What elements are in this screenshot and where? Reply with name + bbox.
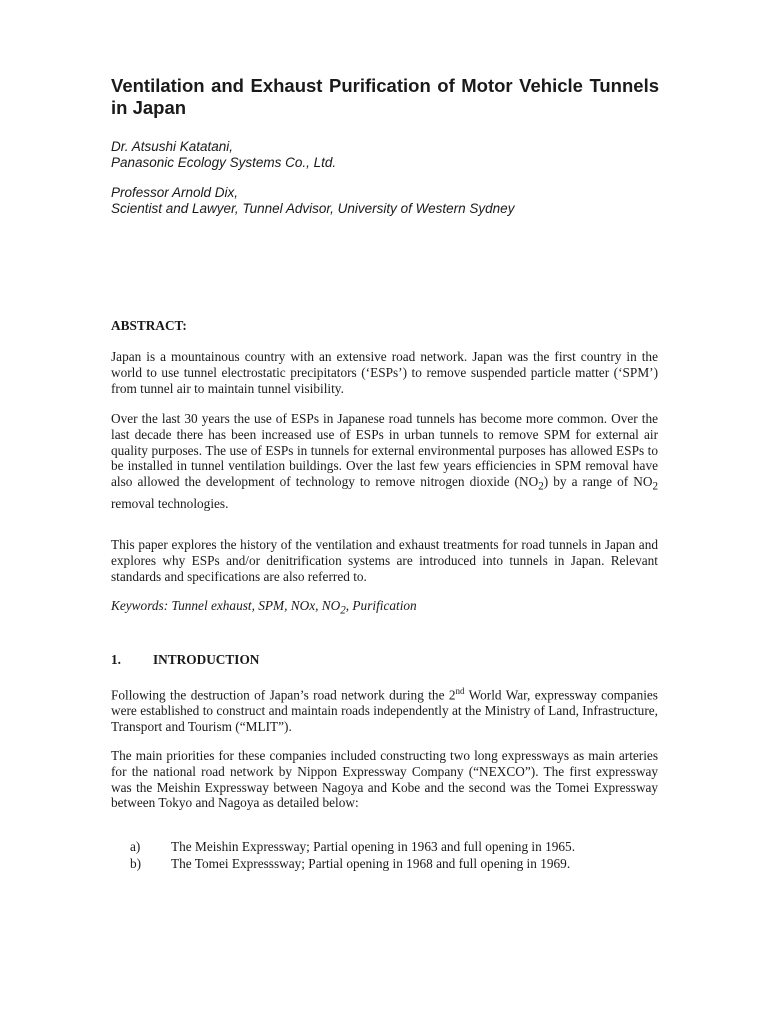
section-title: INTRODUCTION [153, 652, 260, 667]
list-marker: b) [130, 856, 142, 871]
subscript: 2 [340, 604, 346, 617]
subscript: 2 [538, 480, 544, 493]
list-item-text: The Tomei Expresssway; Partial opening in 1968 and full opening in 1969. [171, 856, 571, 871]
abstract-paragraph-2 [111, 411, 658, 511]
expressway-list [130, 838, 658, 872]
paper-title: Ventilation and Exhaust Purification of Motor Vehicle Tunnels in Japan [111, 75, 659, 118]
author-affiliation: Scientist and Lawyer, Tunnel Advisor, University of Western Sydney [111, 201, 515, 216]
list-item [130, 855, 658, 872]
abstract-heading: ABSTRACT: [111, 318, 187, 333]
text-run: Following the destruction of Japan’s road network during the 2 [111, 687, 456, 703]
list-item-text: The Meishin Expressway; Partial opening in 1963 and full opening in 1965. [171, 839, 576, 854]
list-marker: a) [130, 839, 141, 854]
author-name: Dr. Atsushi Katatani, [111, 139, 234, 154]
abstract-paragraph-3: This paper explores the history of the ventilation and exhaust treatments for road tunnels in Japan and explores why ESPs and/or denitrification systems are introduced into tunnels in Japan. Relevant standards and specifications are also referred to. [111, 537, 658, 584]
text-run: Keywords: Tunnel exhaust, SPM, NOx, NO [111, 598, 341, 613]
introduction-paragraph-1 [111, 684, 658, 735]
text-run: ) by a range of NO [543, 474, 653, 490]
section-number: 1. [111, 652, 121, 667]
author-name: Professor Arnold Dix, [111, 185, 239, 200]
abstract-paragraph-1: Japan is a mountainous country with an extensive road network. Japan was the first country in the world to use tunnel electrostatic precipitators (‘ESPs’) to remove suspended particle matter (‘SPM’) from tunnel air to maintain tunnel visibility. [111, 349, 658, 396]
list-item [130, 838, 658, 855]
author-affiliation: Panasonic Ecology Systems Co., Ltd. [111, 155, 337, 170]
section-heading-introduction [111, 652, 259, 668]
text-run: World War, expressway companies were established to construct and maintain roads independently at the Ministry of Land, Infrastructure, Transport and Tourism (“MLIT”). [111, 687, 658, 735]
author-block-2 [111, 185, 671, 217]
introduction-paragraph-2: The main priorities for these companies included constructing two long expressways as main arteries for the national road network by Nippon Expressway Company (“NEXCO”). The first expressway was the Meishin Expressway between Nagoya and Kobe and the second was the Tomei Expressway between Tokyo and Nagoya as detailed below: [111, 748, 658, 811]
text-run: , Purification [345, 598, 417, 613]
superscript: nd [455, 686, 465, 696]
author-block-1 [111, 139, 671, 171]
text-run: Over the last 30 years the use of ESPs in Japanese road tunnels has become more common. Over the last decade there has been increased use of ESPs in urban tunnels to remove SPM for external air quality purposes. The use of ESPs in tunnels for external environmental purposes has allowed ESPs to be installed in tunnel ventilation buildings. Over the last few years efficiencies in SPM removal have also allowed the development of technology to remove nitrogen dioxide (NO [111, 411, 658, 490]
subscript: 2 [652, 480, 658, 493]
text-run: removal technologies. [111, 495, 229, 511]
keywords-line [111, 598, 417, 617]
